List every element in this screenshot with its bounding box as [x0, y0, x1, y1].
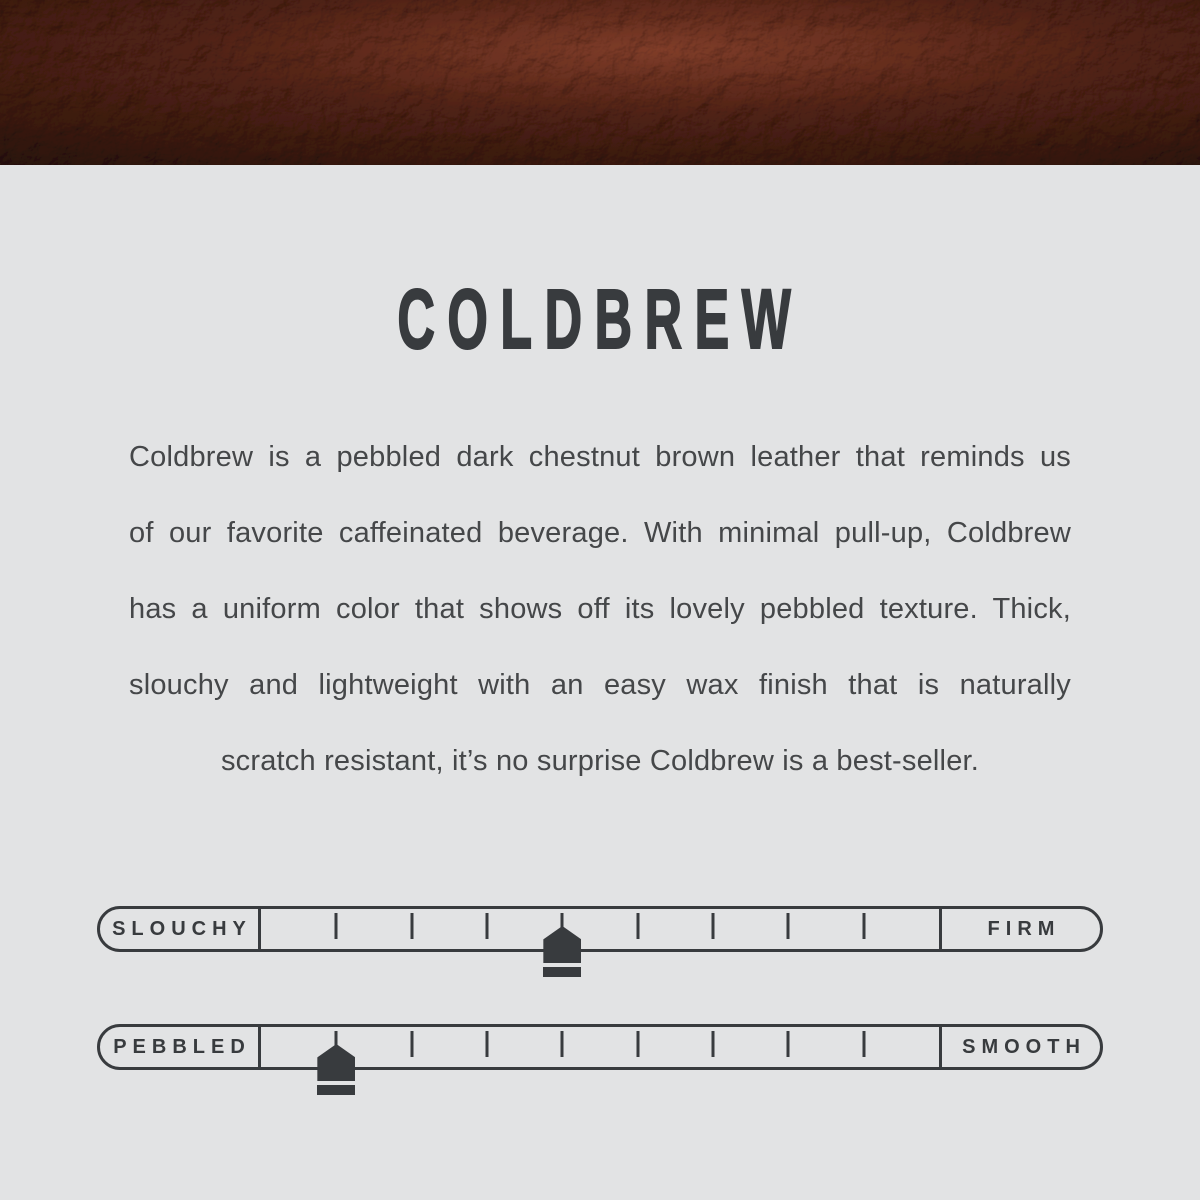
scale-track: [261, 1027, 939, 1067]
scale-label-slouchy: SLOUCHY: [100, 909, 261, 949]
scale-tick: [410, 913, 413, 939]
pebbled-smooth-scale: [97, 1024, 1103, 1070]
description-line: slouchy and lightweight with an easy wax finish that is naturally: [129, 669, 1071, 701]
marker-underline: [543, 967, 581, 977]
scale-label-pebbled: PEBBLED: [100, 1027, 261, 1067]
scale-marker: [317, 1044, 355, 1095]
scale-tick: [486, 913, 489, 939]
leather-description: [129, 419, 1071, 799]
scale-tick: [787, 1031, 790, 1057]
scale-tick: [712, 1031, 715, 1057]
scale-tick: [486, 1031, 489, 1057]
scale-tick: [335, 913, 338, 939]
scale-tick: [410, 1031, 413, 1057]
scale-track: [261, 909, 939, 949]
marker-arrow-icon: [317, 1044, 355, 1081]
scale-tick: [862, 1031, 865, 1057]
scale-tick: [636, 1031, 639, 1057]
scale-tick: [712, 913, 715, 939]
description-line: Coldbrew is a pebbled dark chestnut brown leather that reminds us: [129, 441, 1071, 473]
marker-underline: [317, 1085, 355, 1095]
scale-tick: [787, 913, 790, 939]
slouchy-firm-scale: [97, 906, 1103, 952]
scale-marker: [543, 926, 581, 977]
scale-label-firm: FIRM: [939, 909, 1100, 949]
scale-tick: [862, 913, 865, 939]
page-title: COLDBREW: [397, 272, 803, 366]
description-line: has a uniform color that shows off its lovely pebbled texture. Thick,: [129, 593, 1071, 625]
description-line: scratch resistant, it’s no surprise Coldbrew is a best-seller.: [220, 745, 980, 777]
leather-texture-graphic: [0, 0, 1200, 165]
scale-tick: [561, 1031, 564, 1057]
scale-label-smooth: SMOOTH: [939, 1027, 1100, 1067]
scale-tick: [636, 913, 639, 939]
marker-arrow-icon: [543, 926, 581, 963]
leather-texture-swatch: [0, 0, 1200, 165]
description-line: of our favorite caffeinated beverage. With minimal pull-up, Coldbrew: [129, 517, 1071, 549]
